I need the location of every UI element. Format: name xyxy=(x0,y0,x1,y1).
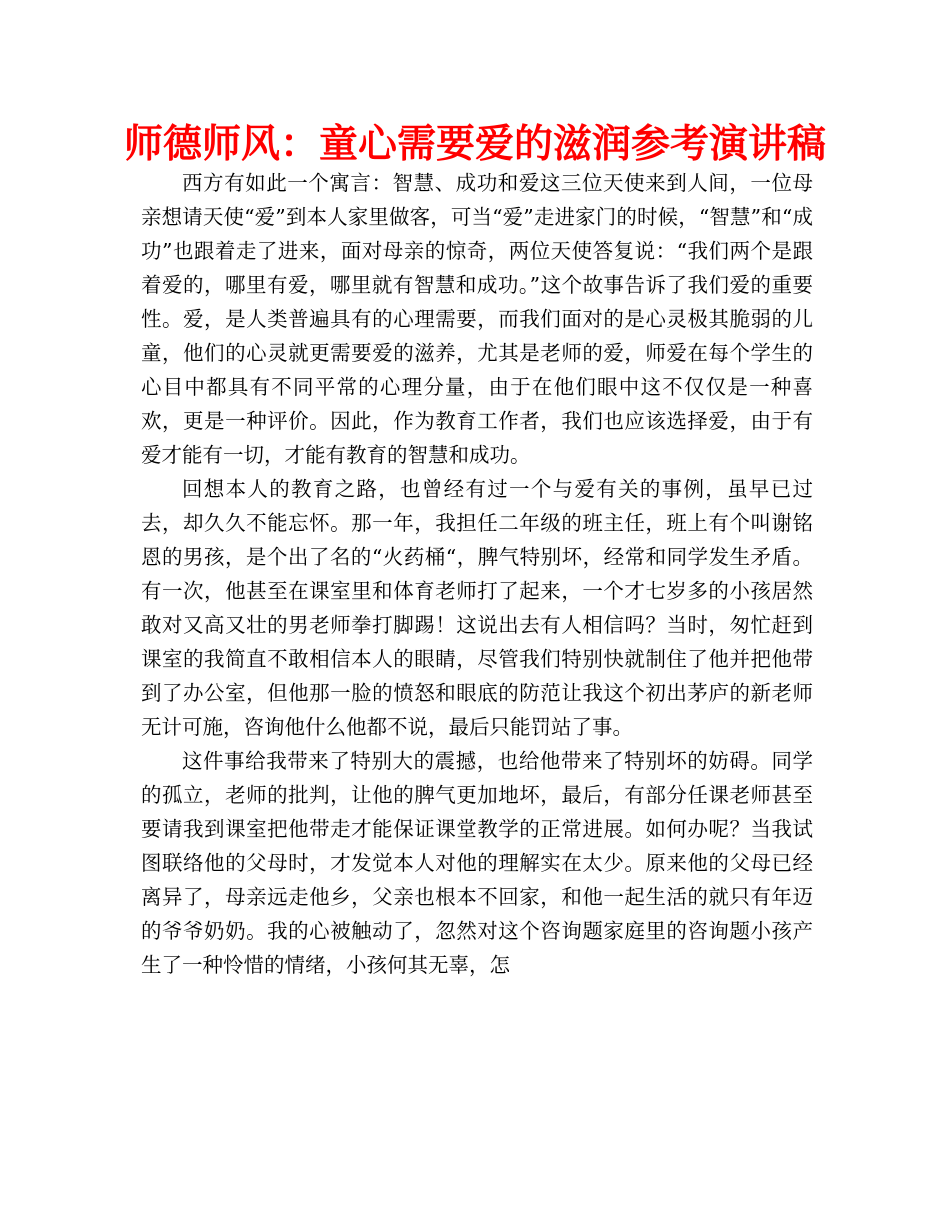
paragraph-2: 回想本人的教育之路，也曾经有过一个与爱有关的事例，虽早已过去，却久久不能忘怀。那一年，我担任二年级的班主任，班上有个叫谢铭恩的男孩，是个出了名的“火药桶“，脾气特别坏，经常和同学发生矛盾。有一次，他甚至在课室里和体育老师打了起来，一个才七岁多的小孩居然敢对又高又壮的男老师拳打脚踢！这说出去有人相信吗？当时，匆忙赶到课室的我简直不敢相信本人的眼睛，尽管我们特别快就制住了他并把他带到了办公室，但他那一脸的愤怒和眼底的防范让我这个初出茅庐的新老师无计可施，咨询他什么他都不说，最后只能罚站了事。 xyxy=(141,477,813,739)
document-title: 师德师风：童心需要爱的滋润参考演讲稿 xyxy=(123,122,826,167)
document-body xyxy=(141,166,813,982)
paragraph-3: 这件事给我带来了特别大的震撼，也给他带来了特别坏的妨碍。同学的孤立，老师的批判，让他的脾气更加地坏，最后，有部分任课老师甚至要请我到课室把他带走才能保证课堂教学的正常进展。如何办呢？当我试图联络他的父母时，才发觉本人对他的理解实在太少。原来他的父母已经离异了，母亲远走他乡，父亲也根本不回家，和他一起生活的就只有年迈的爷爷奶奶。我的心被触动了，忽然对这个咨询题家庭里的咨询题小孩产生了一种怜惜的情绪，小孩何其无辜，怎 xyxy=(141,749,813,977)
paragraph-1: 西方有如此一个寓言：智慧、成功和爱这三位天使来到人间，一位母亲想请天使“爱”到本人家里做客，可当“爱”走进家门的时候，“智慧”和“成功”也跟着走了进来，面对母亲的惊奇，两位天使答复说：“我们两个是跟着爱的，哪里有爱，哪里就有智慧和成功。”这个故事告诉了我们爱的重要性。爱，是人类普遍具有的心理需要，而我们面对的是心灵极其脆弱的儿童，他们的心灵就更需要爱的滋养，尤其是老师的爱，师爱在每个学生的心目中都具有不同平常的心理分量，由于在他们眼中这不仅仅是一种喜欢，更是一种评价。因此，作为教育工作者，我们也应该选择爱，由于有爱才能有一切，才能有教育的智慧和成功。 xyxy=(141,171,813,467)
